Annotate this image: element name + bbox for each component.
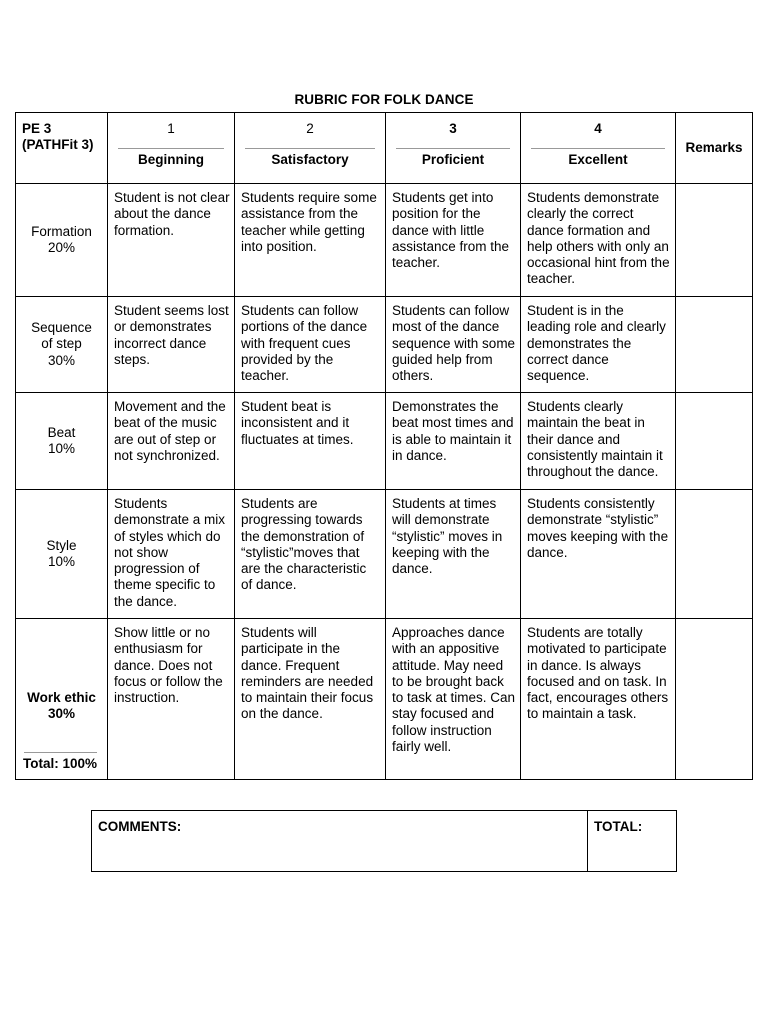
comments-box [91,810,677,872]
criterion-label [16,690,107,723]
remarks-cell[interactable] [676,619,753,780]
table-row [16,490,753,619]
descriptor-cell: Approaches dance with an appositive attitude. May need to be brought back to task at times. Can stay focused and follow instruction fairly well. [386,619,521,780]
descriptor-cell: Students get into position for the dance with little assistance from the teacher. [386,184,521,297]
table-row [16,184,753,297]
descriptor-cell: Students can follow portions of the dance with frequent cues provided by the teacher. [235,297,386,393]
criterion-cell [16,393,108,490]
total-score-label: TOTAL: [594,819,643,834]
rubric-title: RUBRIC FOR FOLK DANCE [294,92,474,107]
criterion-cell [16,297,108,393]
descriptor-cell: Students demonstrate a mix of styles which do not show progression of theme specific to the dance. [108,490,235,619]
header-row [16,113,753,184]
criterion-weight: 10% [47,441,76,456]
level-name-1: Beginning [138,152,204,167]
level-header-3 [386,113,521,184]
criterion-name: Beat [47,424,76,440]
comments-field[interactable] [92,811,588,871]
descriptor-cell: Movement and the beat of the music are out of step or not synchronized. [108,393,235,490]
remarks-cell[interactable] [676,184,753,297]
remarks-cell[interactable] [676,393,753,490]
course-line-1: PE 3 [22,121,52,136]
comments-label: COMMENTS: [98,819,182,834]
criterion-cell [16,490,108,619]
level-header-2 [235,113,386,184]
descriptor-cell: Student is not clear about the dance formation. [108,184,235,297]
level-number-3: 3 [449,121,457,136]
level-number-1: 1 [167,121,175,136]
level-name-4: Excellent [568,152,628,167]
remarks-cell[interactable] [676,490,753,619]
descriptor-cell: Students clearly maintain the beat in their dance and consistently maintain it throughout the dance. [521,393,676,490]
total-score-field[interactable] [588,811,676,871]
level-name-2: Satisfactory [271,152,349,167]
criterion-cell [16,184,108,297]
descriptor-cell: Students can follow most of the dance sequence with some guided help from others. [386,297,521,393]
descriptor-cell: Students require some assistance from the teacher while getting into position. [235,184,386,297]
level-number-4: 4 [594,121,602,136]
descriptor-cell: Students will participate in the dance. Frequent reminders are needed to maintain their focus on the dance. [235,619,386,780]
descriptor-cell: Student seems lost or demonstrates incorrect dance steps. [108,297,235,393]
criterion-cell [16,619,108,780]
level-name-3: Proficient [421,152,485,167]
criterion-weight: 30% [47,706,76,722]
descriptor-cell: Student beat is inconsistent and it fluctuates at times. [235,393,386,490]
rubric-table [15,112,753,780]
level-number-2: 2 [306,121,314,136]
descriptor-cell: Demonstrates the beat most times and is able to maintain it in dance. [386,393,521,490]
remarks-header: Remarks [676,113,753,184]
criterion-name: Formation [31,223,92,239]
descriptor-cell: Students are totally motivated to participate in dance. Is always focused and on task. In fact, encourages others to maintain a task. [521,619,676,780]
criterion-name: Work ethic [27,690,96,705]
total-weight-label: Total: 100% [23,756,98,771]
descriptor-cell: Student is in the leading role and clearly demonstrates the correct dance sequence. [521,297,676,393]
level-header-4 [521,113,676,184]
descriptor-cell: Students consistently demonstrate “stylistic” moves keeping with the dance. [521,490,676,619]
course-cell [16,113,108,184]
descriptor-cell: Show little or no enthusiasm for dance. Does not focus or follow the instruction. [108,619,235,780]
course-line-2: (PATHFit 3) [22,137,94,153]
descriptor-cell: Students at times will demonstrate “stylistic” moves in keeping with the dance. [386,490,521,619]
table-row [16,393,753,490]
level-header-1 [108,113,235,184]
descriptor-cell: Students demonstrate clearly the correct dance formation and help others with only an occasional hint from the teacher. [521,184,676,297]
criterion-name: Style [46,537,77,553]
table-row [16,619,753,780]
criterion-name: Sequence of step [31,320,92,352]
criterion-weight: 10% [47,554,76,569]
criterion-weight: 30% [47,352,76,368]
descriptor-cell: Students are progressing towards the demonstration of “stylistic”moves that are the characteristic of dance. [235,490,386,619]
table-row [16,297,753,393]
criterion-weight: 20% [47,240,76,255]
remarks-cell[interactable] [676,297,753,393]
total-divider [24,752,97,753]
